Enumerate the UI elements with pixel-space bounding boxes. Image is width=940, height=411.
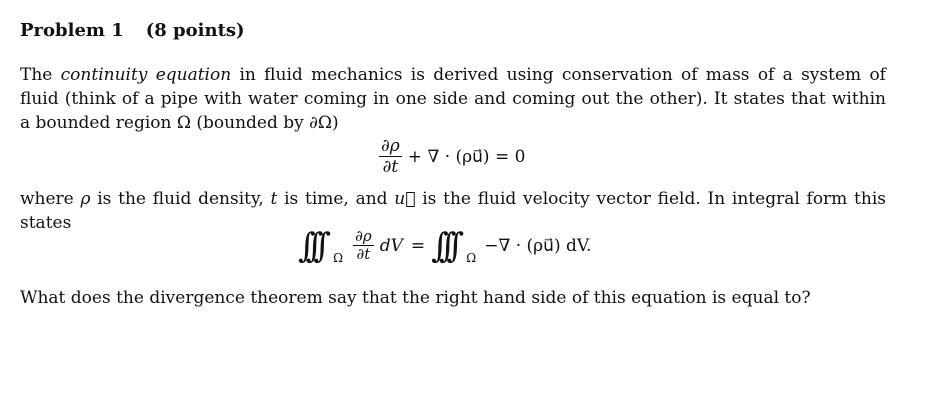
question-text: What does the divergence theorem say that the right hand side of this equation is equal to? <box>20 288 811 308</box>
continuity-equation <box>375 136 527 177</box>
def-text-3: is time, and <box>277 189 395 209</box>
fraction-numerator: ∂ρ <box>381 136 400 156</box>
def-text-4: is the fluid velocity vector field. In integral form this states <box>20 189 886 233</box>
volume-element-left: dV <box>379 235 403 256</box>
t-symbol: t <box>270 189 278 209</box>
rho-symbol: ρ <box>80 189 91 209</box>
integral-rhs: −∇ · (ρu⃗) dV. <box>484 235 592 256</box>
intro-text-rest: in fluid mechanics is derived using conservation of mass of a system of fluid (think of a pipe with water coming in one side and coming out the other). It states that within a bounded region Ω (bounded by ∂Ω) <box>20 65 886 133</box>
domain-subscript-right: Ω <box>466 250 477 265</box>
integrand-denominator: ∂t <box>356 245 371 263</box>
problem-title: Problem 1 <box>20 20 124 41</box>
def-text-2: is the fluid density, <box>90 189 271 209</box>
equals-sign: = <box>410 235 426 256</box>
equation-rest: + ∇ · (ρu⃗) = 0 <box>407 146 526 167</box>
def-text-1: where <box>20 189 81 209</box>
problem-points: (8 points) <box>145 20 245 41</box>
triple-integral-right: ∫∫∫ <box>431 225 455 266</box>
integral-equation <box>298 225 594 266</box>
time-derivative-fraction <box>379 136 402 177</box>
problem-heading <box>20 20 245 41</box>
intro-emphasis: continuity equation <box>60 65 232 85</box>
intro-paragraph <box>20 63 886 135</box>
u-symbol: u⃗ <box>394 189 416 209</box>
integrand-numerator: ∂ρ <box>355 227 372 245</box>
intro-text-start: The <box>20 65 61 85</box>
fraction-denominator: ∂t <box>382 157 399 177</box>
integrand-fraction <box>353 228 374 263</box>
domain-subscript-left: Ω <box>333 250 344 265</box>
triple-integral-left: ∫∫∫ <box>298 225 322 266</box>
